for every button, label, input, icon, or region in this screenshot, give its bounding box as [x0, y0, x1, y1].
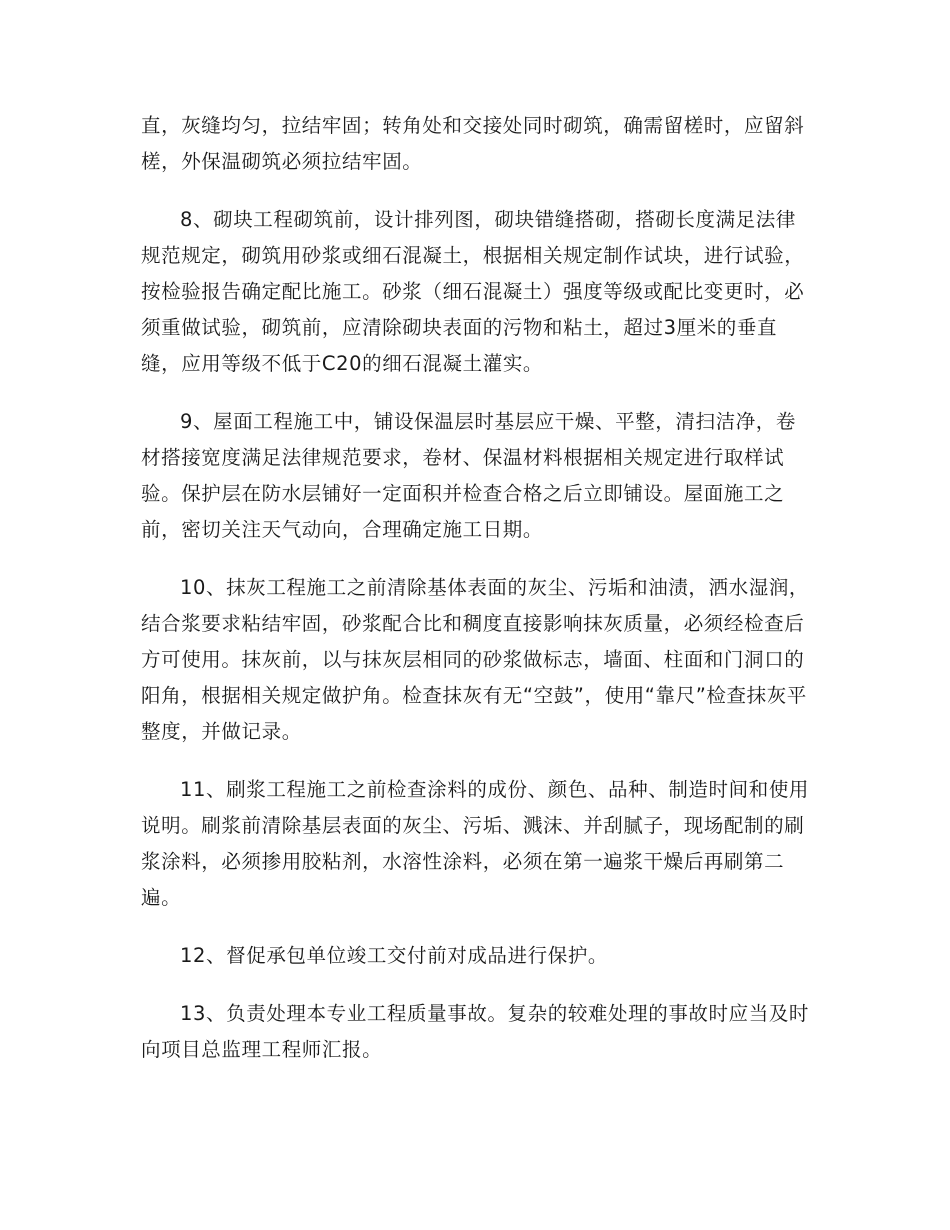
- paragraph-continuation: 直，灰缝均匀，拉结牢固；转角处和交接处同时砌筑，确需留槎时，应留斜槎，外保温砌筑必须拉结牢固。: [141, 114, 805, 173]
- paragraph-item-10: 10、抹灰工程施工之前清除基体表面的灰尘、污垢和油渍，洒水湿润，结合浆要求粘结牢固，砂浆配合比和稠度直接影响抹灰质量，必须经检查后方可使用。抹灰前，以与抹灰层相同的砂浆做标志，墙面、柱面和门洞口的阳角，根据相关规定做护角。检查抹灰有无“空鼓”，使用“靠尺”检查抹灰平整度，并做记录。: [141, 576, 810, 743]
- document-body: [141, 108, 809, 1090]
- paragraph-item-13: 13、负责处理本专业工程质量事故。复杂的较难处理的事故时应当及时向项目总监理工程师汇报。: [141, 1002, 810, 1061]
- paragraph-item-9: 9、屋面工程施工中，铺设保温层时基层应干燥、平整，清扫洁净，卷材搭接宽度满足法律规范要求，卷材、保温材料根据相关规定进行取样试验。保护层在防水层铺好一定面积并检查合格之后立即铺设。屋面施工之前，密切关注天气动向，合理确定施工日期。: [141, 410, 797, 541]
- paragraph-item-12: 12、督促承包单位竣工交付前对成品进行保护。: [180, 944, 609, 967]
- paragraph-item-11: 11、刷浆工程施工之前检查涂料的成份、颜色、品种、制造时间和使用说明。刷浆前清除基层表面的灰尘、污垢、溅沫、并刮腻子，现场配制的刷浆涂料，必须掺用胶粘剂，水溶性涂料，必须在第一遍浆干燥后再刷第二遍。: [141, 778, 810, 909]
- paragraph-item-8: 8、砌块工程砌筑前，设计排列图，砌块错缝搭砌，搭砌长度满足法律规范规定，砌筑用砂浆或细石混凝土，根据相关规定制作试块，进行试验，按检验报告确定配比施工。砂浆（细石混凝土）强度等级或配比变更时，必须重做试验，砌筑前，应清除砌块表面的污物和粘土，超过3厘米的垂直缝，应用等级不低于C20的细石混凝土灌实。: [141, 208, 805, 375]
